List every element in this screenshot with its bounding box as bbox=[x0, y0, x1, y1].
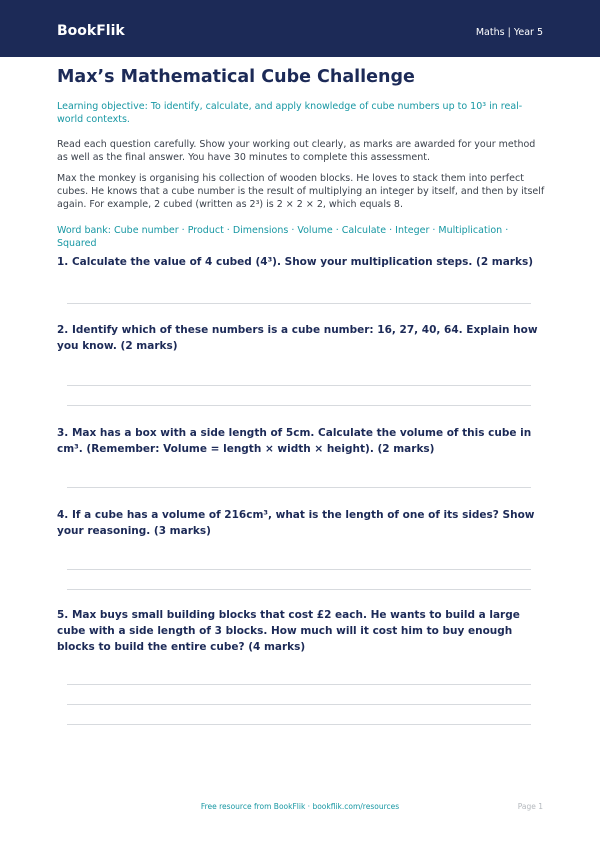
answer-line bbox=[67, 704, 531, 705]
answer-line bbox=[67, 589, 531, 590]
instructions-paragraph: Read each question carefully. Show your working out clearly, as marks are awarded for your method as well as the final answer. You have 30 minutes to complete this assessment. bbox=[57, 139, 536, 163]
answer-line bbox=[67, 684, 531, 685]
question-1: 1. Calculate the value of 4 cubed (4³). Show your multiplication steps. (2 marks) bbox=[57, 256, 534, 268]
page-header bbox=[0, 0, 600, 57]
brand-logo: BookFlik bbox=[57, 23, 125, 39]
question-5: 5. Max buys small building blocks that cost £2 each. He wants to build a large cube with a side length of 3 blocks. How much will it cost him to buy enough blocks to build the entire cube? (4 marks) bbox=[57, 609, 520, 653]
footer-credit: Free resource from BookFlik · bookflik.com/resources bbox=[200, 802, 400, 811]
worksheet-title: Max’s Mathematical Cube Challenge bbox=[57, 67, 415, 87]
answer-line bbox=[67, 487, 531, 488]
answer-line bbox=[67, 303, 531, 304]
word-bank: Word bank: Cube number · Product · Dimensions · Volume · Calculate · Integer · Multiplication · Squared bbox=[57, 225, 509, 249]
answer-line bbox=[67, 405, 531, 406]
answer-line bbox=[67, 385, 531, 386]
page-number: Page 1 bbox=[517, 802, 543, 811]
subject-year-label: Maths | Year 5 bbox=[475, 27, 543, 38]
question-3: 3. Max has a box with a side length of 5cm. Calculate the volume of this cube in cm³. (Remember: Volume = length × width × height). (2 marks) bbox=[57, 427, 532, 455]
answer-line bbox=[67, 724, 531, 725]
learning-objective: Learning objective: To identify, calculate, and apply knowledge of cube numbers up to 10³ in real-world contexts. bbox=[57, 101, 523, 125]
answer-line bbox=[67, 569, 531, 570]
intro-paragraph: Max the monkey is organising his collection of wooden blocks. He loves to stack them into perfect cubes. He knows that a cube number is the result of multiplying an integer by itself, and then by itself again. For example, 2 cubed (written as 2³) is 2 × 2 × 2, which equals 8. bbox=[57, 173, 545, 210]
question-4: 4. If a cube has a volume of 216cm³, what is the length of one of its sides? Show your reasoning. (3 marks) bbox=[57, 509, 535, 537]
question-2: 2. Identify which of these numbers is a cube number: 16, 27, 40, 64. Explain how you know. (2 marks) bbox=[57, 324, 538, 352]
